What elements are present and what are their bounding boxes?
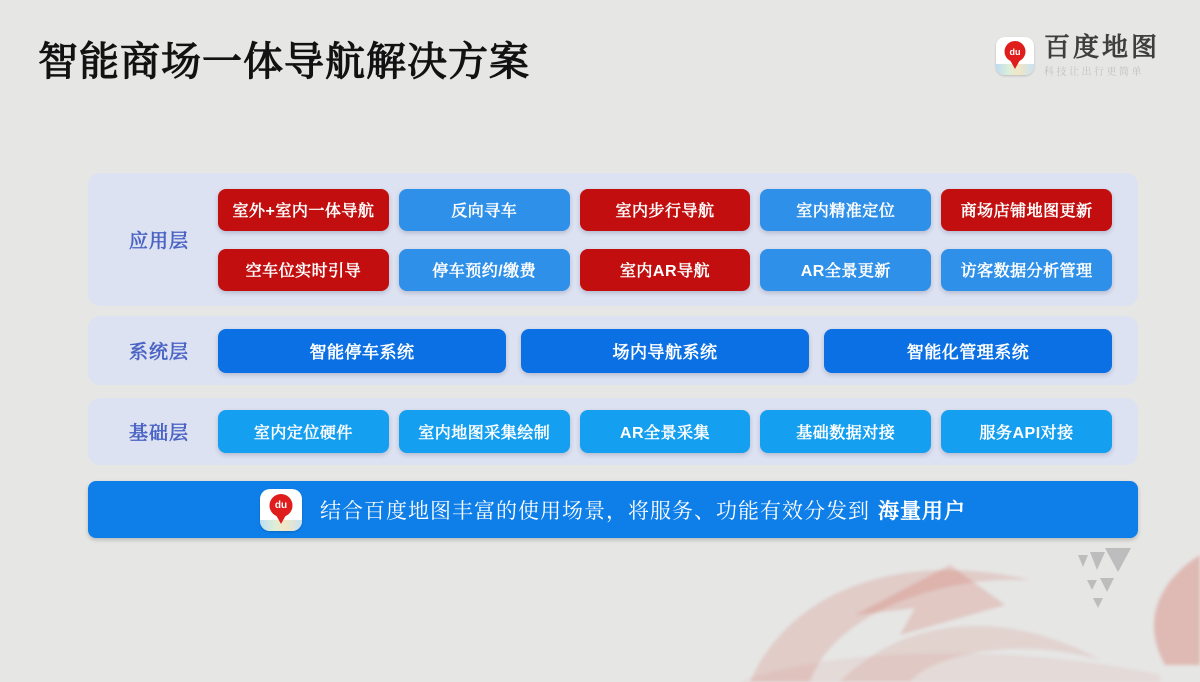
layer-button: 室内AR导航 — [580, 249, 751, 291]
triangle-cluster-decoration — [1078, 548, 1131, 608]
map-pin-icon: du — [270, 494, 293, 517]
brand-logo — [996, 34, 1160, 78]
layer-button: 服务API对接 — [941, 410, 1112, 453]
layer-button: 停车预约/缴费 — [399, 249, 570, 291]
layer-label-system: 系统层 — [128, 342, 189, 363]
layer-button: 商场店铺地图更新 — [941, 189, 1112, 231]
brand-tagline: 科技让出行更简单 — [1043, 67, 1144, 79]
layer-button: 室外+室内一体导航 — [218, 189, 389, 231]
application-row-2 — [218, 249, 1112, 291]
layer-button: 室内步行导航 — [580, 189, 751, 231]
layer-button: 访客数据分析管理 — [941, 249, 1112, 291]
brand-text — [1044, 34, 1160, 78]
layer-label-application: 应用层 — [128, 231, 189, 252]
layer-button: AR全景采集 — [580, 410, 751, 453]
map-pin-icon: du — [1004, 41, 1025, 62]
layer-button: 智能化管理系统 — [824, 329, 1112, 373]
layer-button: 室内精准定位 — [760, 189, 931, 231]
base-row — [218, 410, 1112, 453]
page-title: 智能商场一体导航解决方案 — [38, 40, 530, 84]
layer-panel-application — [88, 173, 1138, 306]
layer-button: AR全景更新 — [760, 249, 931, 291]
layer-button: 室内地图采集绘制 — [399, 410, 570, 453]
layer-panel-base — [88, 398, 1138, 465]
system-buttons — [218, 316, 1112, 385]
layer-button: 智能停车系统 — [218, 329, 506, 373]
layer-button: 室内定位硬件 — [218, 410, 389, 453]
layer-button: 空车位实时引导 — [218, 249, 389, 291]
baidu-maps-app-icon — [260, 489, 302, 531]
red-swoosh-decoration — [740, 555, 1200, 682]
banner-highlight: 海量用户 — [878, 499, 966, 523]
base-buttons — [218, 398, 1112, 465]
layer-button: 基础数据对接 — [760, 410, 931, 453]
system-row — [218, 329, 1112, 373]
banner-text — [320, 495, 966, 525]
layer-button: 场内导航系统 — [521, 329, 809, 373]
layer-label-base: 基础层 — [128, 423, 189, 444]
summary-banner — [88, 481, 1138, 538]
map-pin-tip — [1010, 60, 1020, 69]
layer-button: 反向寻车 — [399, 189, 570, 231]
banner-text-main: 结合百度地图丰富的使用场景，将服务、功能有效分发到 — [320, 499, 870, 523]
layer-panel-system — [88, 316, 1138, 385]
map-pin-tip — [276, 515, 286, 524]
application-row-1 — [218, 189, 1112, 231]
baidu-maps-icon — [996, 37, 1034, 75]
application-buttons — [218, 173, 1112, 306]
brand-name: 百度地图 — [1043, 32, 1160, 62]
